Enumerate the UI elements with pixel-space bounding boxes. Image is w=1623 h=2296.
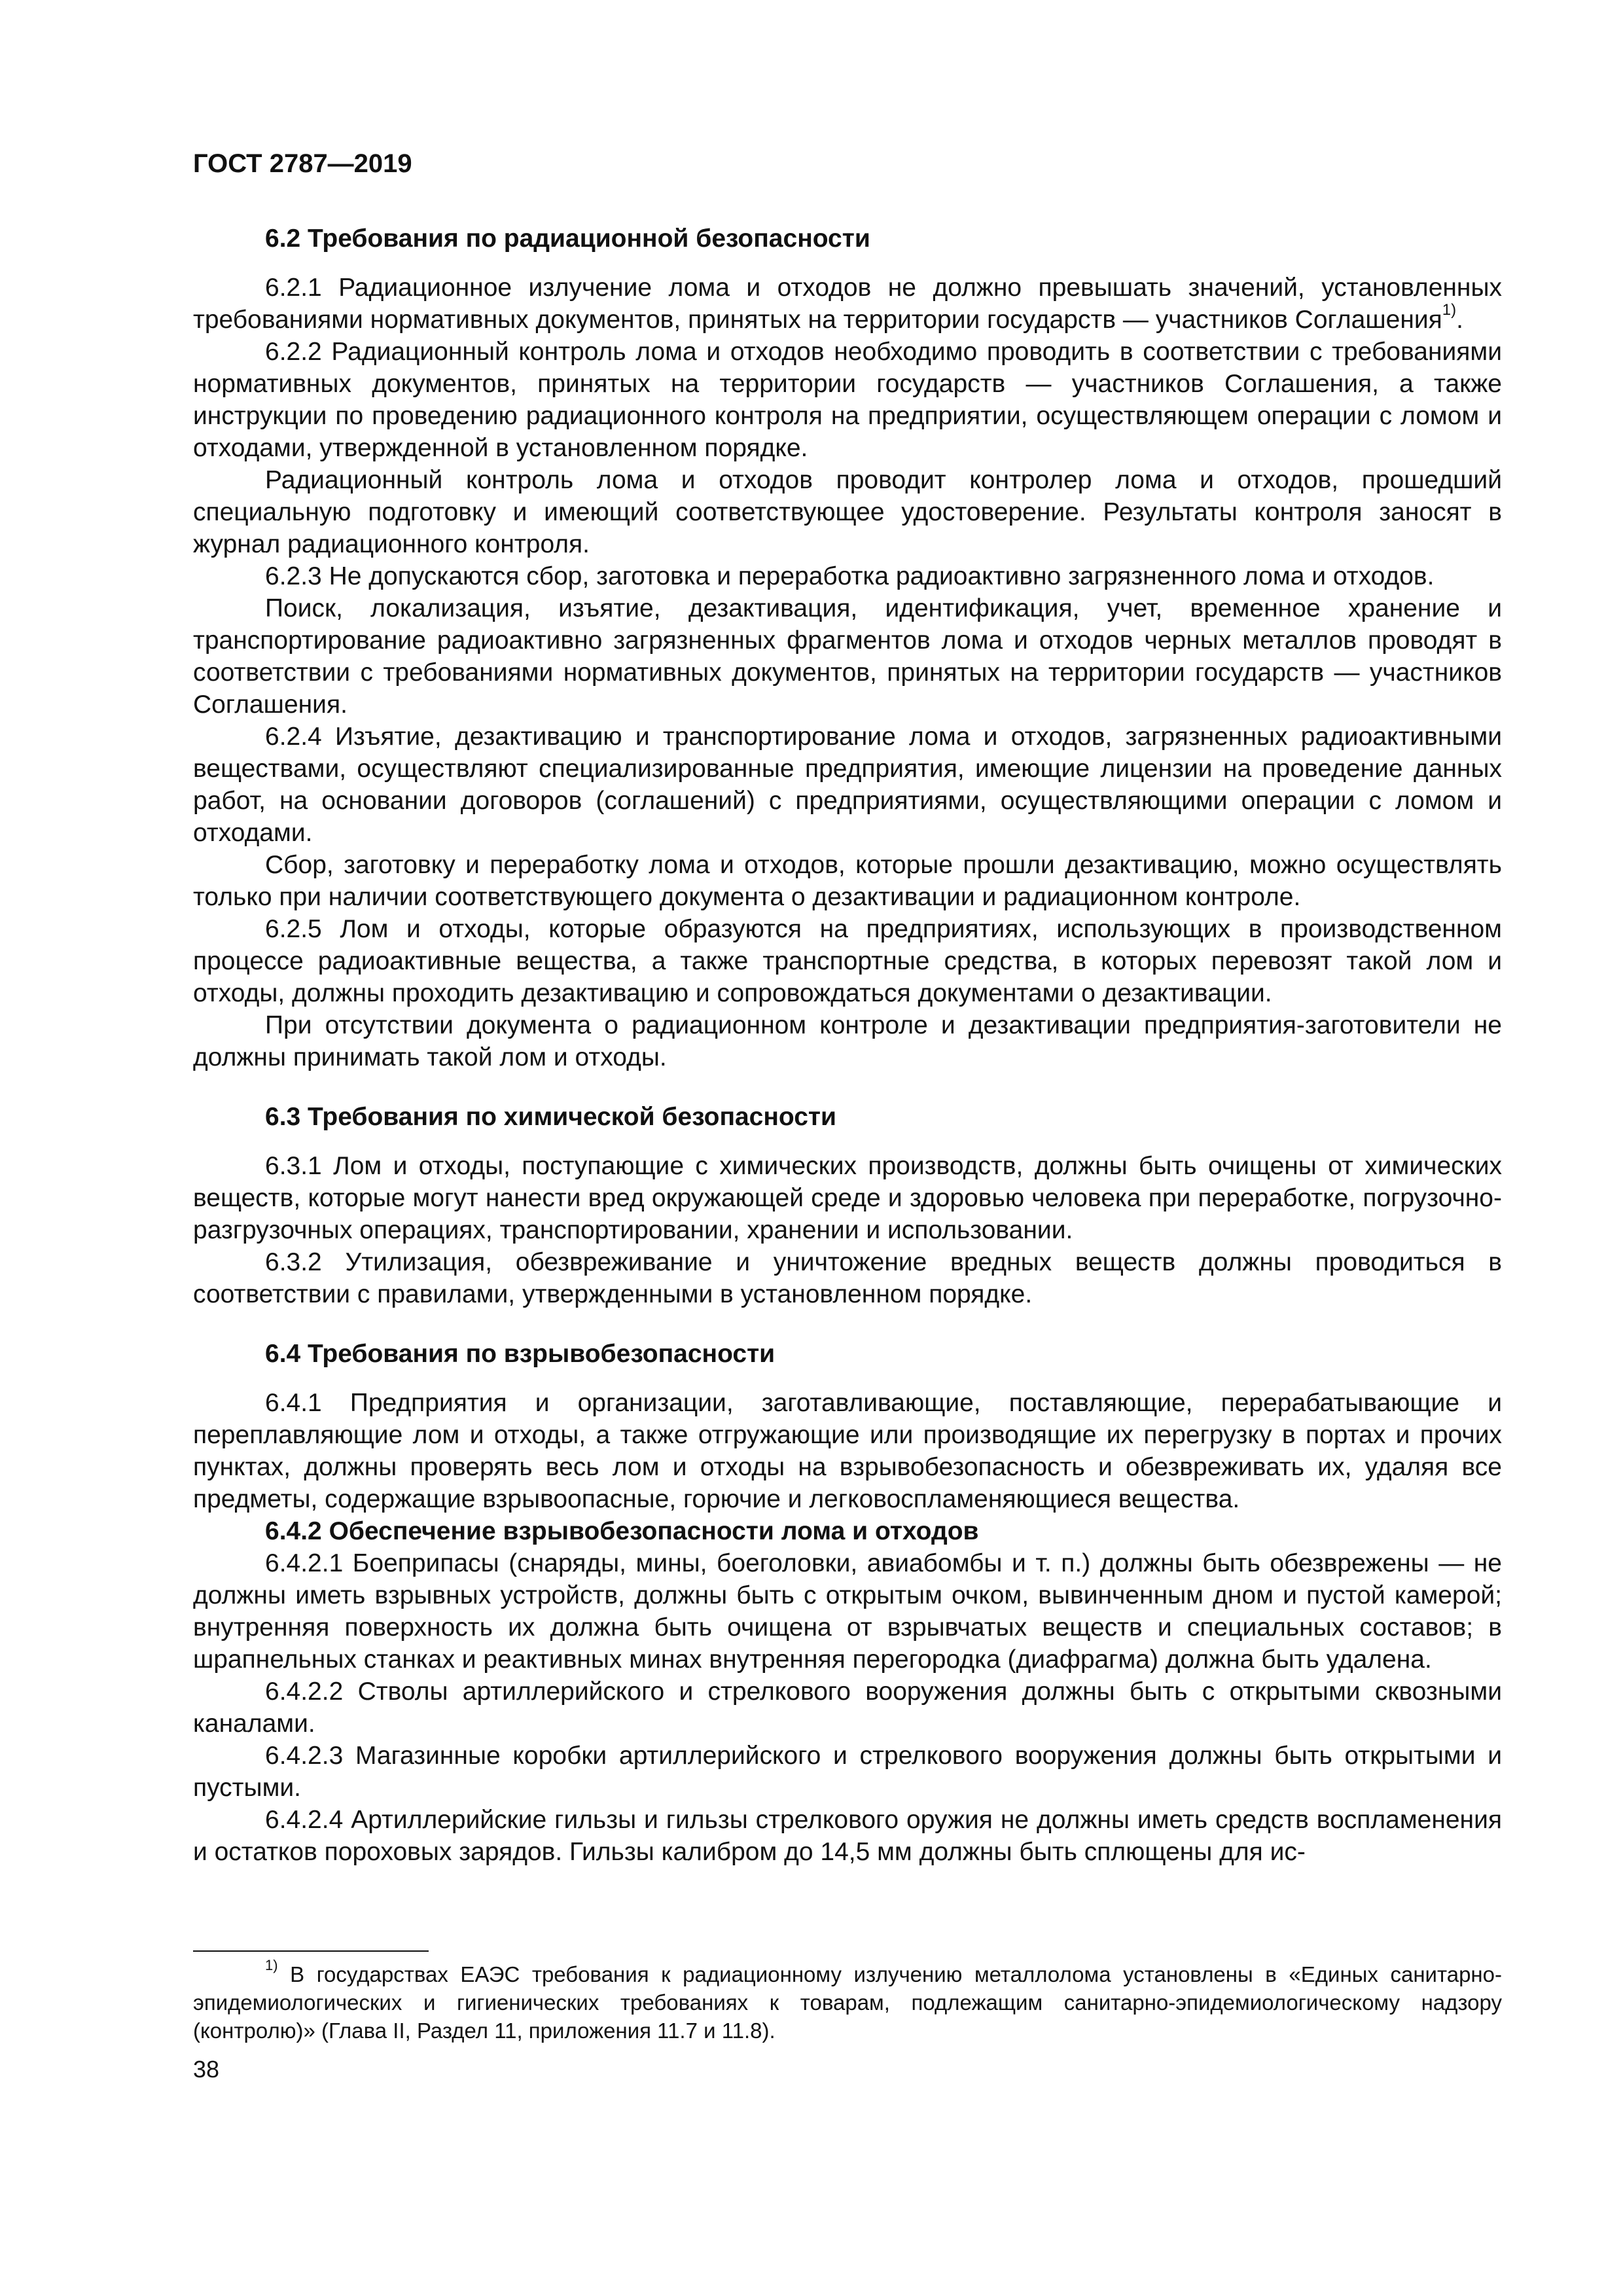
footnote-ref: 1) xyxy=(1442,301,1457,319)
paragraph: Радиационный контроль лома и отходов проводит контролер лома и отходов, прошедший специальную подготовку и имеющий соответствующее удостоверение. Результаты контроля заносят в журнал радиационного контроля. xyxy=(193,466,1502,558)
paragraph-6-3-2: 6.3.2 Утилизация, обезвреживание и уничтожение вредных веществ должны проводиться в соответствии с правилами, утвержденными в установленном порядке. xyxy=(193,1248,1502,1308)
footnote-divider xyxy=(193,1950,429,1952)
paragraph-6-3-1: 6.3.1 Лом и отходы, поступающие с химических производств, должны быть очищены от химических веществ, которые могут нанести вред окружающей среде и здоровью человека при переработке, погрузочно-разгрузочных операциях, транспортировании, хранении и использовании. xyxy=(193,1152,1502,1244)
section-6-2-title: 6.2 Требования по радиационной безопасности xyxy=(265,224,870,253)
section-6-3-title: 6.3 Требования по химической безопасности xyxy=(265,1103,837,1131)
footnote-mark: 1) xyxy=(265,1957,278,1973)
paragraph-6-2-4: 6.2.4 Изъятие, дезактивацию и транспортирование лома и отходов, загрязненных радиоактивными веществами, осуществляют специализированные предприятия, имеющие лицензии на проведение данных работ, на основании договоров (соглашений) с предприятиями, осуществляющими операции с ломом и отходами. xyxy=(193,723,1502,847)
paragraph: Сбор, заготовку и переработку лома и отходов, которые прошли дезактивацию, можно осуществлять только при наличии соответствующего документа о дезактивации и радиационном контроле. xyxy=(193,851,1502,911)
page-number: 38 xyxy=(193,2056,220,2083)
page-header: ГОСТ 2787—2019 xyxy=(193,149,412,178)
document-body xyxy=(193,223,1502,1868)
paragraph: Поиск, локализация, изъятие, дезактивация, идентификация, учет, временное хранение и транспортирование радиоактивно загрязненных фрагментов лома и отходов черных металлов проводят в соответствии с требованиями нормативных документов, принятых на территории государств — участников Соглашения. xyxy=(193,594,1502,719)
paragraph-6-4-2-2: 6.4.2.2 Стволы артиллерийского и стрелкового вооружения должны быть с открытыми сквозными каналами. xyxy=(193,1677,1502,1738)
section-6-4-title: 6.4 Требования по взрывобезопасности xyxy=(265,1340,776,1368)
paragraph-6-2-1-end: . xyxy=(1456,306,1463,334)
footnote-text: В государствах ЕАЭС требования к радиационному излучению металлолома установлены в «Единых санитарно-эпидемиологических и гигиенических требованиях к товарам, подлежащим санитарно-эпидемиологическому надзору (контролю)» (Глава II, Раздел 11, приложения 11.7 и 11.8). xyxy=(193,1962,1502,2043)
paragraph-6-4-2-3: 6.4.2.3 Магазинные коробки артиллерийского и стрелкового вооружения должны быть открытыми и пустыми. xyxy=(193,1742,1502,1802)
paragraph-6-4-2-1: 6.4.2.1 Боеприпасы (снаряды, мины, боеголовки, авиабомбы и т. п.) должны быть обезврежены — не должны иметь взрывных устройств, должны быть с открытым очком, вывинченным дном и пустой камерой; внутренняя поверхность их должна быть очищена от взрывчатых веществ и специальных составов; в шрапнельных станках и реактивных минах внутренняя перегородка (диафрагма) должна быть удалена. xyxy=(193,1549,1502,1674)
footnote xyxy=(193,1957,1502,2045)
paragraph-6-2-2: 6.2.2 Радиационный контроль лома и отходов необходимо проводить в соответствии с требованиями нормативных документов, принятых на территории государств — участников Соглашения, а также инструкции по проведению радиационного контроля на предприятии, осуществляющем операции с ломом и отходами, утвержденной в установленном порядке. xyxy=(193,338,1502,462)
paragraph-6-2-1-text: 6.2.1 Радиационное излучение лома и отходов не должно превышать значений, установленных требованиями нормативных документов, принятых на территории государств — участников Соглашения xyxy=(193,274,1502,334)
paragraph-6-2-5: 6.2.5 Лом и отходы, которые образуются на предприятиях, использующих в производственном процессе радиоактивные вещества, а также транспортные средства, в которых перевозят такой лом и отходы, должны проходить дезактивацию и сопровождаться документами о дезактивации. xyxy=(193,915,1502,1007)
paragraph-6-2-3: 6.2.3 Не допускаются сбор, заготовка и переработка радиоактивно загрязненного лома и отходов. xyxy=(265,562,1435,590)
subsection-6-4-2-title: 6.4.2 Обеспечение взрывобезопасности лома и отходов xyxy=(265,1517,979,1545)
paragraph-6-4-2-4: 6.4.2.4 Артиллерийские гильзы и гильзы стрелкового оружия не должны иметь средств воспламенения и остатков пороховых зарядов. Гильзы калибром до 14,5 мм должны быть сплющены для ис- xyxy=(193,1806,1502,1866)
paragraph-6-4-1: 6.4.1 Предприятия и организации, заготавливающие, поставляющие, перерабатывающие и переплавляющие лом и отходы, а также отгружающие или производящие их перегрузку в портах и прочих пунктах, должны проверять весь лом и отходы на взрывобезопасность и обезвреживать их, удаляя все предметы, содержащие взрывоопасные, горючие и легковоспламеняющиеся вещества. xyxy=(193,1389,1502,1513)
paragraph-6-2-1 xyxy=(193,272,1502,336)
paragraph: При отсутствии документа о радиационном контроле и дезактивации предприятия-заготовители не должны принимать такой лом и отходы. xyxy=(193,1011,1502,1071)
